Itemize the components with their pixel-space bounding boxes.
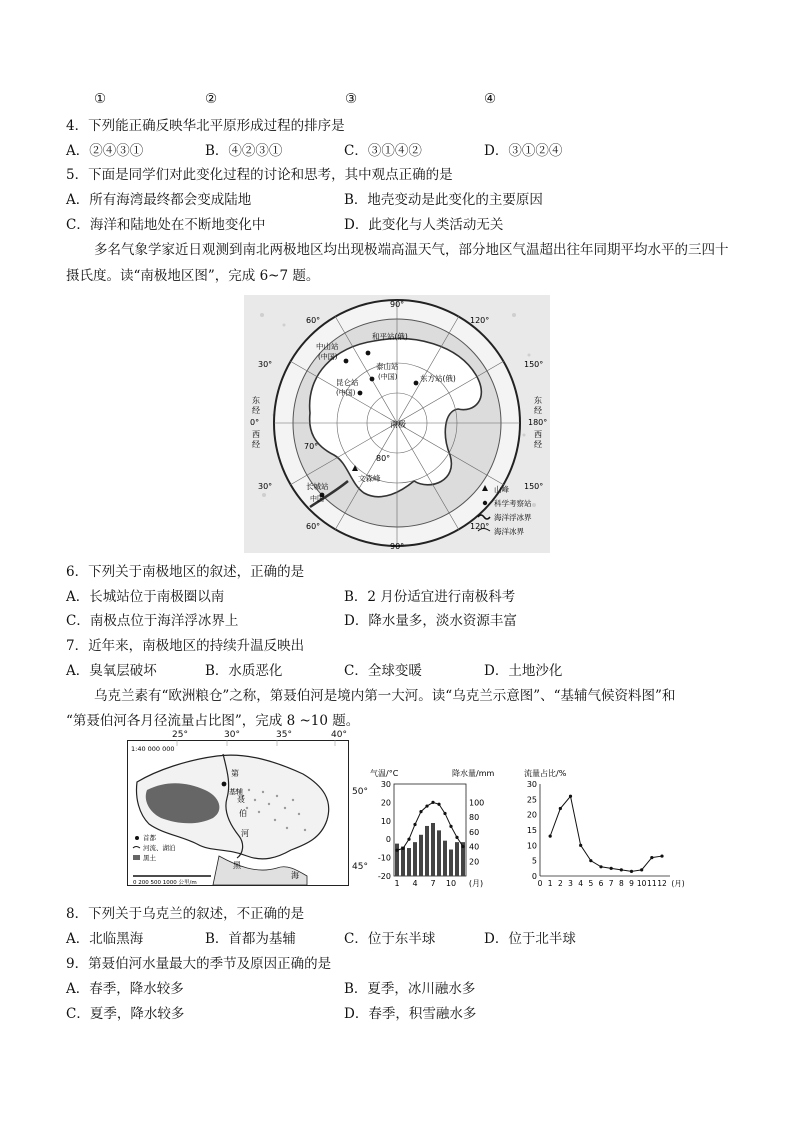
temperature-point bbox=[455, 836, 458, 839]
x-tick: 1 bbox=[547, 879, 553, 888]
q7-option-b: B．水质恶化 bbox=[205, 663, 283, 679]
station-label: (中国) bbox=[378, 373, 398, 381]
flow-point bbox=[620, 868, 623, 871]
q8-option-a: A．北临黑海 bbox=[66, 931, 144, 947]
x-tick: 10 bbox=[445, 879, 457, 888]
x-tick: 8 bbox=[618, 879, 624, 888]
map-label: 河 bbox=[241, 829, 249, 838]
legend-label: 海洋浮冰界 bbox=[494, 513, 532, 522]
station-dot-mirny bbox=[366, 351, 371, 356]
q7-option-a: A．臭氧层破坏 bbox=[66, 663, 157, 679]
temperature-line bbox=[397, 802, 463, 850]
y-tick-right: 40 bbox=[469, 842, 480, 852]
lat-label: 70° bbox=[304, 442, 319, 451]
x-tick: (月) bbox=[468, 879, 484, 888]
peak-label: 文森峰 bbox=[358, 474, 381, 483]
legend-capital-icon bbox=[135, 836, 139, 840]
precipitation-bar bbox=[401, 847, 405, 876]
label-circled-1: ① bbox=[94, 91, 107, 107]
station-dot-taishan bbox=[370, 377, 375, 382]
scalebar-label: 0 200 500 1000 公里/m bbox=[133, 880, 197, 886]
passage-antarctic: 多名气象学家近日观测到南北两极地区均出现极端高温天气，部分地区气温超出往年同期平均水平的三四十摄氏度。读“南极地区图”，完成 6~7 题。 bbox=[66, 242, 729, 284]
temperature-point bbox=[401, 847, 404, 850]
station-label: 中国 bbox=[310, 495, 324, 503]
temperature-point bbox=[431, 801, 434, 804]
antarctic-map bbox=[244, 295, 550, 553]
chart-ylabel: 流量占比/% bbox=[524, 769, 567, 778]
y-tick: 30 bbox=[526, 780, 537, 789]
flow-point bbox=[569, 795, 572, 798]
temperature-point bbox=[461, 845, 464, 848]
flow-point bbox=[610, 867, 613, 870]
flow-point bbox=[660, 854, 663, 857]
pole-label: 南极 bbox=[390, 420, 406, 429]
dnieper-flow-chart bbox=[520, 766, 696, 890]
y-tick-left: 20 bbox=[380, 798, 391, 808]
flow-series-line bbox=[550, 796, 662, 871]
flow-point bbox=[579, 844, 582, 847]
lat-tick-45: 45° bbox=[352, 862, 368, 872]
precipitation-bar bbox=[413, 842, 417, 876]
legend-label: 河流、湖泊 bbox=[143, 844, 176, 852]
lon-tick-25: 25° bbox=[172, 730, 188, 740]
legend-label: 黑土 bbox=[143, 854, 156, 862]
map-label: 黑 bbox=[233, 861, 241, 870]
lon-label: 30° bbox=[258, 482, 273, 491]
legend-label: 科学考察站 bbox=[494, 499, 532, 508]
station-dot-kunlun bbox=[358, 391, 363, 396]
precipitation-bar bbox=[407, 848, 411, 876]
capital-dot bbox=[222, 782, 227, 787]
side-label: 0° bbox=[250, 418, 260, 427]
temperature-point bbox=[407, 838, 410, 841]
legend-station-icon bbox=[483, 501, 487, 505]
q5-option-c: C．海洋和陆地处在不断地变化中 bbox=[66, 217, 266, 233]
lat-label: 80° bbox=[376, 454, 391, 463]
lon-tick-40: 40° bbox=[331, 730, 347, 740]
station-label: (中国) bbox=[336, 389, 356, 397]
x-tick: 0 bbox=[537, 879, 543, 888]
side-label: 东 bbox=[252, 396, 260, 405]
lon-label: 150° bbox=[524, 482, 544, 491]
y-tick: 20 bbox=[526, 810, 537, 820]
y-tick-right: 20 bbox=[469, 857, 480, 867]
x-tick: 4 bbox=[578, 879, 584, 888]
q4-option-c: C．③①④② bbox=[344, 143, 422, 159]
temperature-point bbox=[449, 825, 452, 828]
y-tick-right: 100 bbox=[469, 798, 485, 808]
station-label: 昆仑站 bbox=[336, 378, 359, 387]
q9-option-d: D．春季，积雪融水多 bbox=[344, 1006, 477, 1022]
lon-tick-30: 30° bbox=[224, 730, 240, 740]
y-tick: 25 bbox=[526, 795, 537, 805]
temperature-point bbox=[413, 823, 416, 826]
ukraine-map bbox=[127, 740, 349, 886]
lon-label: 60° bbox=[306, 522, 321, 531]
side-label: 180° bbox=[528, 418, 548, 427]
q8-option-b: B．首都为基辅 bbox=[205, 931, 296, 947]
map-label: 海 bbox=[291, 871, 299, 880]
q4-stem: 4．下列能正确反映华北平原形成过程的排序是 bbox=[66, 118, 345, 134]
map-label: 第 bbox=[231, 769, 239, 778]
lat-tick-50: 50° bbox=[352, 787, 368, 797]
lon-tick-35: 35° bbox=[276, 730, 292, 740]
y-tick-left: 0 bbox=[385, 835, 391, 845]
side-label: 经 bbox=[534, 440, 542, 449]
q6-option-a: A．长城站位于南极圈以南 bbox=[66, 589, 225, 605]
x-tick: 4 bbox=[412, 879, 418, 888]
passage-ukraine-line1: 乌克兰素有“欧洲粮仓”之称，第聂伯河是境内第一大河。读“乌克兰示意图”、“基辅气候资料图”和 bbox=[94, 688, 676, 704]
x-tick: 2 bbox=[557, 879, 563, 888]
lon-label: 120° bbox=[470, 522, 490, 531]
station-dot-vostok bbox=[414, 381, 419, 386]
y-tick: 10 bbox=[526, 841, 537, 851]
label-circled-2: ② bbox=[205, 91, 218, 107]
lon-label: 30° bbox=[258, 360, 273, 369]
map-label: 聂 bbox=[237, 795, 245, 804]
x-tick: 5 bbox=[588, 879, 594, 888]
lon-label: 90° bbox=[390, 300, 405, 309]
station-label: 长城站 bbox=[306, 482, 329, 491]
side-label: 经 bbox=[252, 406, 260, 415]
station-label: 东方站(俄) bbox=[420, 374, 456, 383]
q4-option-b: B．④②③① bbox=[205, 143, 283, 159]
station-label: 泰山站 bbox=[376, 362, 399, 371]
flow-point bbox=[630, 870, 633, 873]
chart-ylabel-left: 气温/°C bbox=[370, 769, 399, 778]
temperature-point bbox=[419, 810, 422, 813]
temperature-point bbox=[395, 849, 398, 852]
precipitation-bar bbox=[419, 835, 423, 876]
precipitation-bar bbox=[395, 844, 399, 876]
station-label: 中山站 bbox=[316, 342, 339, 351]
y-tick-left: 10 bbox=[380, 816, 391, 826]
flow-point bbox=[599, 865, 602, 868]
map-label: 伯 bbox=[239, 809, 247, 818]
legend-blacksoil-icon bbox=[133, 855, 140, 860]
x-tick: (月) bbox=[671, 879, 685, 888]
temperature-point bbox=[443, 812, 446, 815]
label-circled-3: ③ bbox=[345, 91, 358, 107]
x-tick: 10 bbox=[636, 879, 647, 888]
q5-option-b: B．地壳变动是此变化的主要原因 bbox=[344, 192, 543, 208]
lon-label: 150° bbox=[524, 360, 544, 369]
q7-option-d: D．土地沙化 bbox=[484, 663, 563, 679]
legend-label: 山峰 bbox=[494, 485, 509, 494]
y-tick-left: -20 bbox=[377, 872, 391, 881]
q9-option-c: C．夏季，降水较多 bbox=[66, 1006, 185, 1022]
temperature-point bbox=[437, 803, 440, 806]
temperature-point bbox=[425, 804, 428, 807]
q6-stem: 6．下列关于南极地区的叙述，正确的是 bbox=[66, 564, 305, 580]
station-label: 和平站(俄) bbox=[372, 332, 408, 341]
q4-option-d: D．③①②④ bbox=[484, 143, 563, 159]
x-tick: 1 bbox=[394, 879, 400, 888]
y-tick-left: -10 bbox=[377, 853, 391, 863]
q9-option-a: A．春季，降水较多 bbox=[66, 981, 184, 997]
q7-stem: 7．近年来，南极地区的持续升温反映出 bbox=[66, 638, 305, 654]
x-tick: 7 bbox=[608, 879, 614, 888]
x-tick: 11 bbox=[647, 879, 657, 888]
q5-option-a: A．所有海湾最终都会变成陆地 bbox=[66, 192, 252, 208]
q6-option-b: B．2 月份适宜进行南极科考 bbox=[344, 589, 516, 605]
lon-label: 60° bbox=[306, 316, 321, 325]
side-label: 经 bbox=[252, 440, 260, 449]
side-label: 经 bbox=[534, 406, 542, 415]
precipitation-bar bbox=[425, 826, 429, 876]
station-dot-zhongshan bbox=[344, 359, 349, 364]
precipitation-bar bbox=[437, 830, 441, 876]
x-tick: 6 bbox=[598, 879, 604, 888]
passage-ukraine-line2: “第聂伯河各月径流量占比图”，完成 8 ~10 题。 bbox=[66, 713, 360, 729]
x-tick: 7 bbox=[430, 879, 436, 888]
map-label: 基辅 bbox=[229, 788, 243, 796]
q5-stem: 5．下面是同学们对此变化过程的讨论和思考，其中观点正确的是 bbox=[66, 167, 453, 183]
y-tick: 15 bbox=[526, 826, 537, 835]
q4-option-a: A．②④③① bbox=[66, 143, 144, 159]
q9-stem: 9．第聂伯河水量最大的季节及原因正确的是 bbox=[66, 956, 332, 972]
precipitation-bar bbox=[449, 850, 453, 876]
y-tick: 0 bbox=[531, 872, 537, 881]
label-circled-4: ④ bbox=[484, 91, 497, 107]
q8-stem: 8．下列关于乌克兰的叙述，不正确的是 bbox=[66, 906, 305, 922]
side-label: 西 bbox=[534, 430, 542, 439]
flow-point bbox=[640, 868, 643, 871]
precipitation-bar bbox=[455, 842, 459, 876]
q9-option-b: B．夏季，冰川融水多 bbox=[344, 981, 476, 997]
chart-ylabel-right: 降水量/mm bbox=[452, 769, 495, 778]
map-scale: 1:40 000 000 bbox=[131, 745, 175, 753]
kyiv-climate-chart bbox=[366, 766, 502, 890]
q6-option-c: C．南极点位于海洋浮冰界上 bbox=[66, 613, 239, 629]
lon-label: 90° bbox=[390, 542, 405, 551]
station-label: (中国) bbox=[318, 353, 338, 361]
y-tick-right: 60 bbox=[469, 827, 480, 837]
side-label: 东 bbox=[534, 396, 542, 405]
flow-point bbox=[589, 859, 592, 862]
q8-option-c: C．位于东半球 bbox=[344, 931, 436, 947]
q6-option-d: D．降水量多，淡水资源丰富 bbox=[344, 613, 517, 629]
x-tick: 9 bbox=[629, 879, 634, 888]
x-tick: 3 bbox=[568, 879, 573, 888]
legend-label: 首都 bbox=[143, 834, 156, 842]
flow-point bbox=[650, 856, 653, 859]
y-tick: 5 bbox=[531, 856, 537, 866]
q8-option-d: D．位于北半球 bbox=[484, 931, 576, 947]
precipitation-bar bbox=[443, 841, 447, 876]
side-label: 西 bbox=[252, 430, 260, 439]
flow-point bbox=[549, 835, 552, 838]
x-tick: 12 bbox=[657, 879, 667, 888]
precipitation-bar bbox=[431, 823, 435, 876]
q5-option-d: D．此变化与人类活动无关 bbox=[344, 217, 504, 233]
flow-point bbox=[559, 807, 562, 810]
y-tick-left: 30 bbox=[380, 780, 391, 789]
y-tick-right: 80 bbox=[469, 813, 480, 823]
lon-label: 120° bbox=[470, 316, 490, 325]
q7-option-c: C．全球变暖 bbox=[344, 663, 422, 679]
legend-label: 海洋冰界 bbox=[494, 527, 524, 536]
